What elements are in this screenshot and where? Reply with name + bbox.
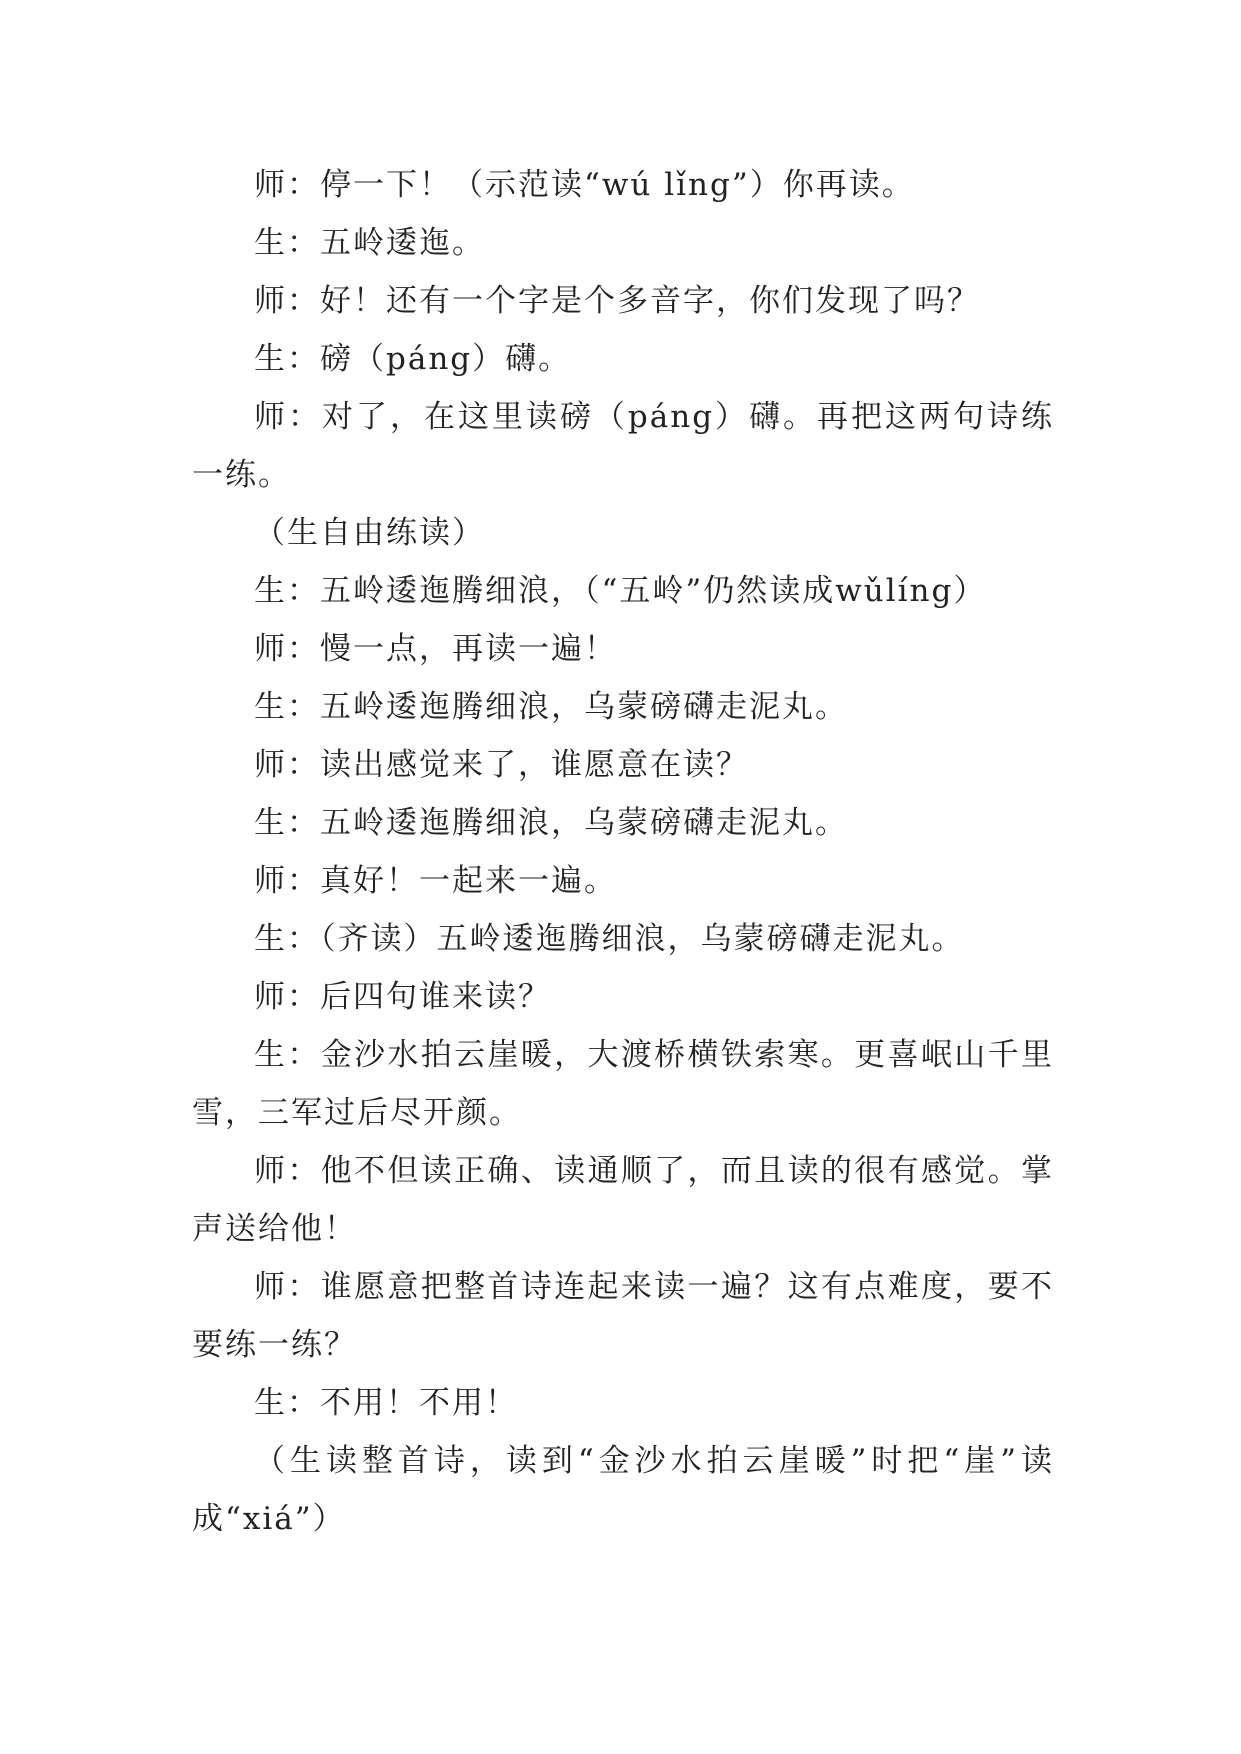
paragraph-3: 师：好！还有一个字是个多音字，你们发现了吗？: [254, 283, 980, 319]
paragraph-18: 生：不用！不用！: [254, 1385, 518, 1421]
paragraph-5: 师：对了，在这里读磅（páng）礴。再把这两句诗练一练。: [192, 399, 1054, 493]
paragraph-15: 生：金沙水拍云崖暖，大渡桥横铁索寒。更喜岷山千里雪，三军过后尽开颜。: [192, 1037, 1054, 1131]
paragraph-9: 生：五岭逶迤腾细浪，乌蒙磅礴走泥丸。: [254, 689, 848, 725]
paragraph-13: 生：（齐读）五岭逶迤腾细浪，乌蒙磅礴走泥丸。: [254, 921, 965, 957]
paragraph-2: 生：五岭逶迤。: [254, 225, 485, 261]
paragraph-6: （生自由练读）: [254, 515, 485, 551]
paragraph-10: 师：读出感觉来了，谁愿意在读？: [254, 747, 749, 783]
paragraph-8: 师：慢一点，再读一遍！: [254, 631, 617, 667]
paragraph-7: 生：五岭逶迤腾细浪，（“五岭”仍然读成wǔlíng）: [254, 573, 987, 609]
paragraph-1: 师：停一下！（示范读“wú lǐng”）你再读。: [254, 167, 915, 203]
document-body: [192, 156, 1054, 1548]
paragraph-12: 师：真好！一起来一遍。: [254, 863, 617, 899]
paragraph-19: （生读整首诗，读到“金沙水拍云崖暖”时把“崖”读成“xiá”）: [192, 1443, 1054, 1537]
paragraph-17: 师：谁愿意把整首诗连起来读一遍？这有点难度，要不要练一练？: [192, 1269, 1054, 1363]
paragraph-14: 师：后四句谁来读？: [254, 979, 551, 1015]
paragraph-16: 师：他不但读正确、读通顺了，而且读的很有感觉。掌声送给他！: [192, 1153, 1054, 1247]
paragraph-11: 生：五岭逶迤腾细浪，乌蒙磅礴走泥丸。: [254, 805, 848, 841]
paragraph-4: 生：磅（páng）礴。: [254, 341, 572, 377]
